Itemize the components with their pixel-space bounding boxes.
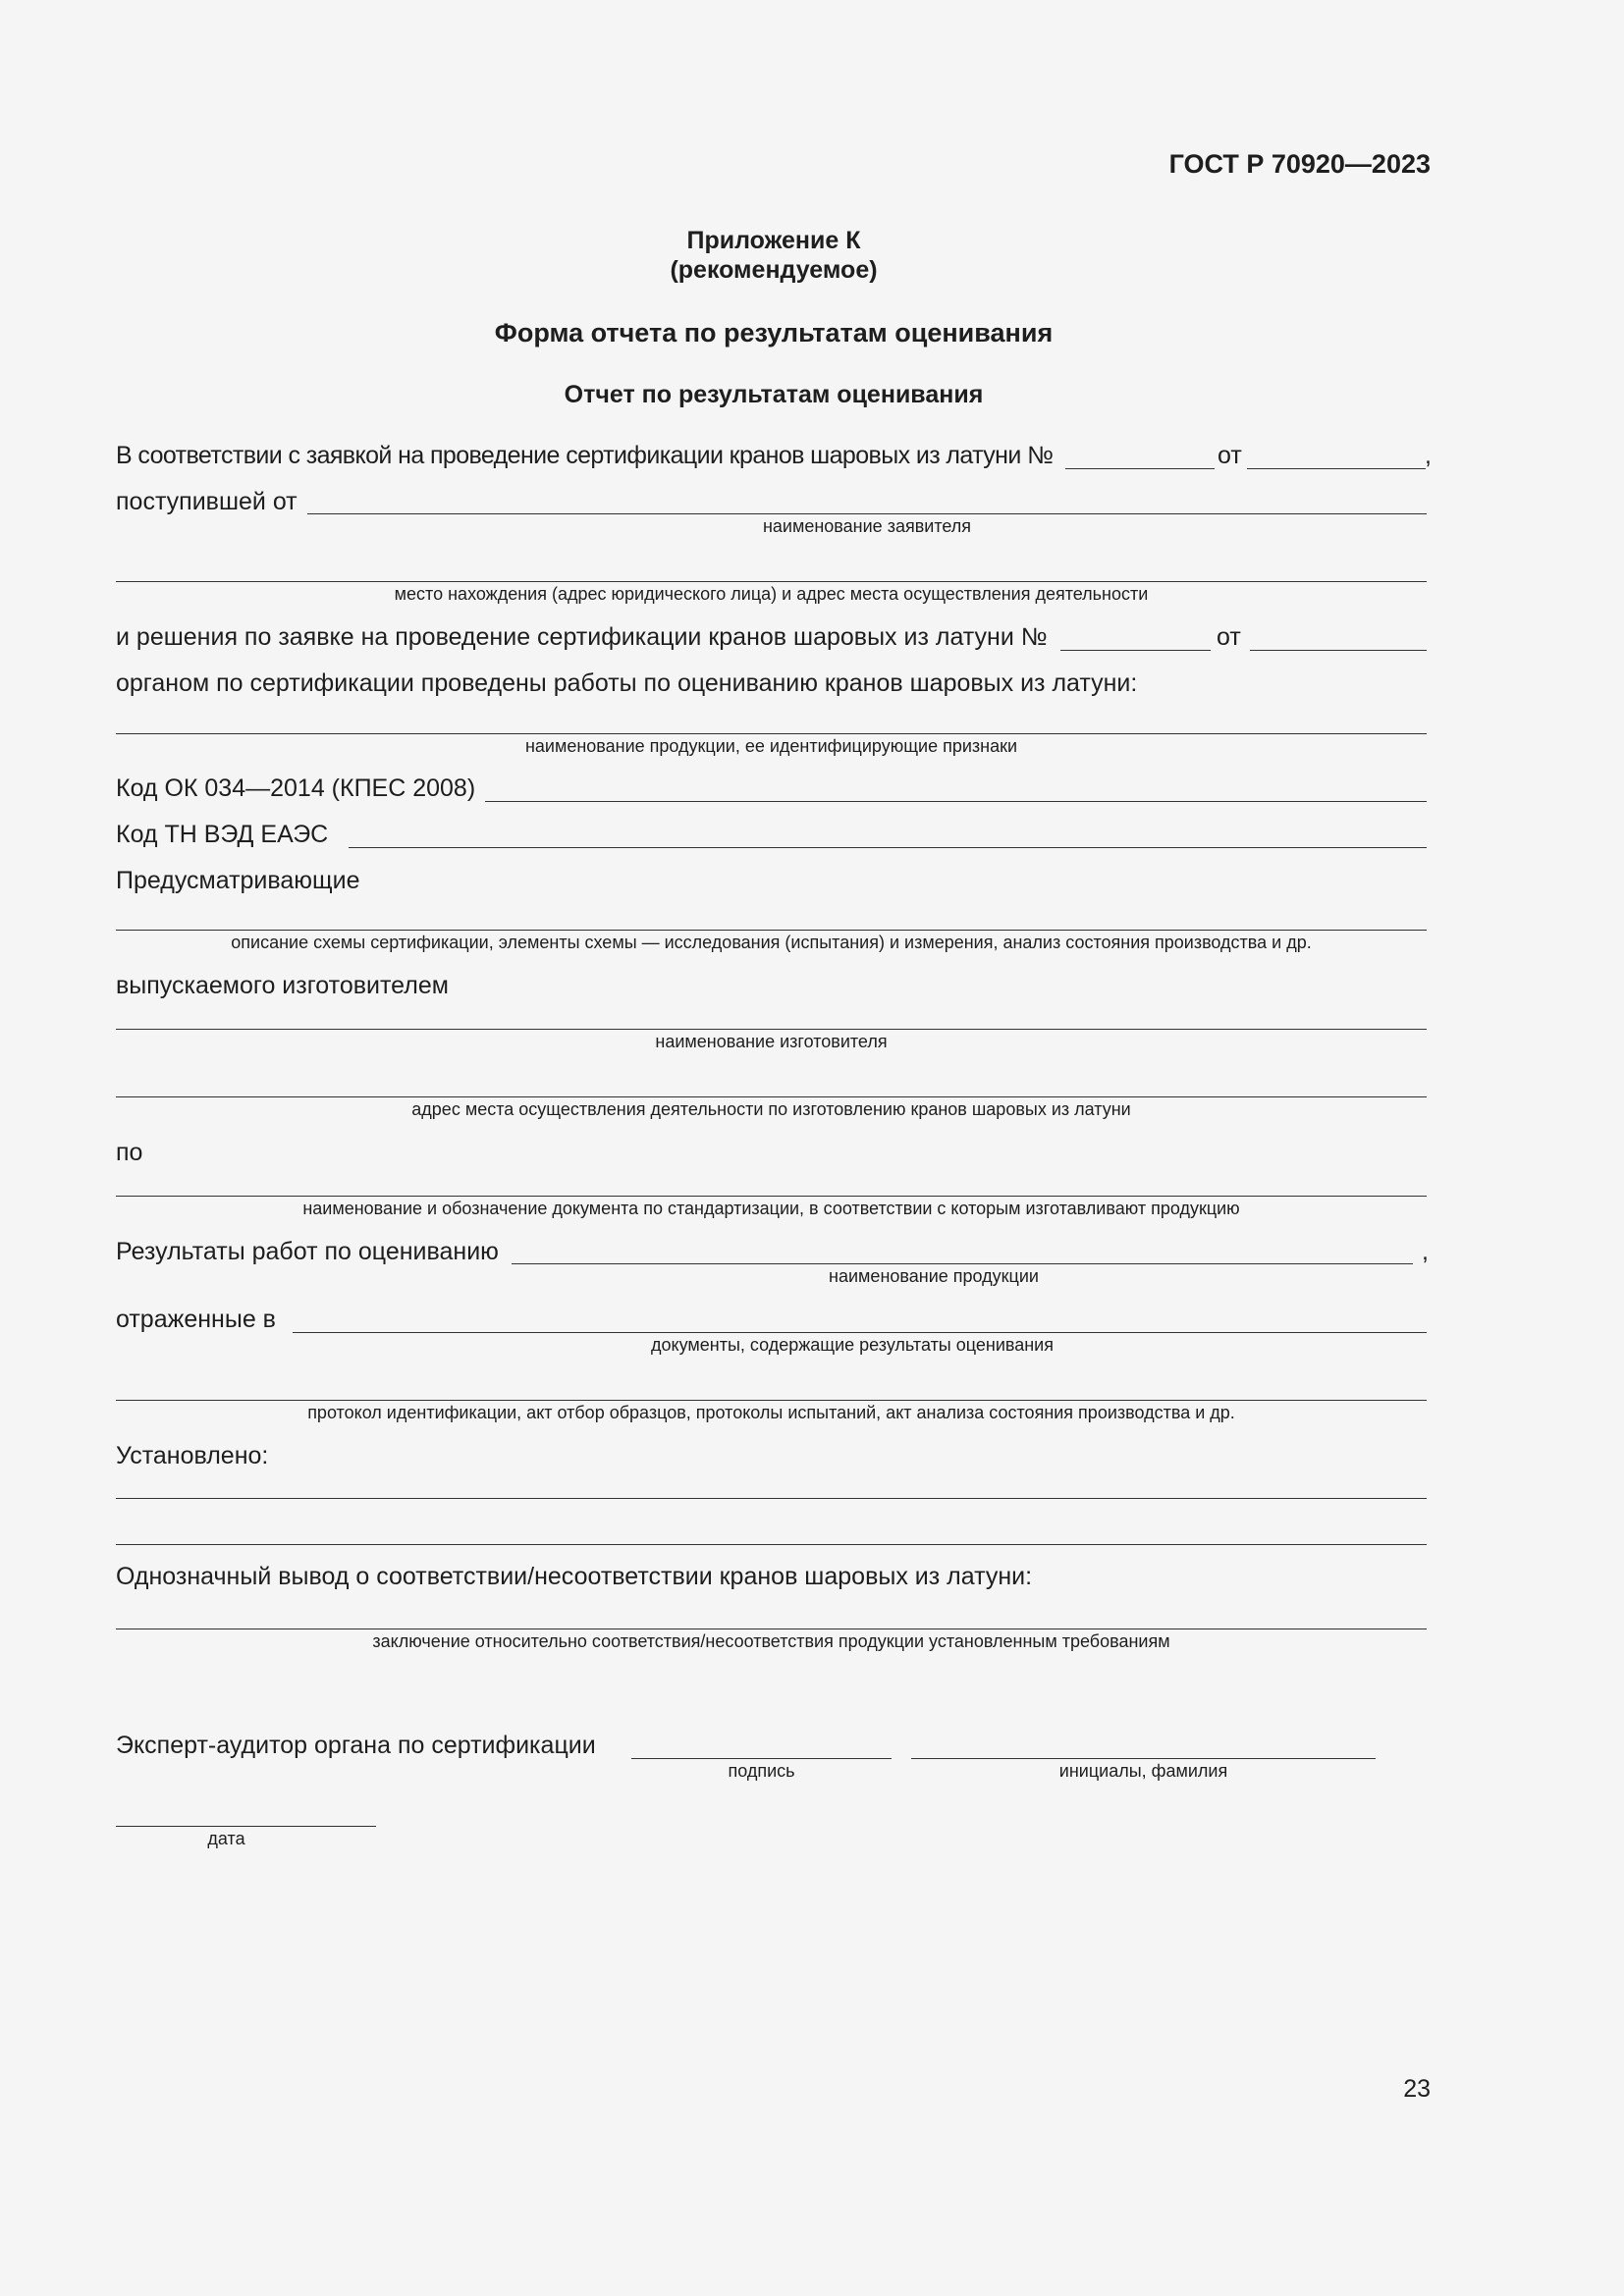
request-number-field[interactable]	[1065, 468, 1215, 469]
established-field-2[interactable]	[116, 1544, 1427, 1545]
page-number: 23	[1403, 2075, 1431, 2103]
decision-text: и решения по заявке на проведение сертификации кранов шаровых из латуни №	[116, 623, 1048, 651]
protocols-field[interactable]	[116, 1400, 1427, 1401]
caption-manufacturer: наименование изготовителя	[655, 1032, 888, 1051]
caption-date: дата	[207, 1829, 245, 1848]
established-field-1[interactable]	[116, 1498, 1427, 1499]
request-date-field[interactable]	[1247, 468, 1426, 469]
manufacturer-field[interactable]	[116, 1029, 1427, 1030]
code-ok-label: Код ОК 034—2014 (КПЕС 2008)	[116, 774, 476, 802]
caption-conclusion: заключение относительно соответствия/несоответствия продукции установленным требованиям	[372, 1631, 1170, 1651]
appendix-status: (рекомендуемое)	[670, 256, 878, 284]
results-product-field[interactable]	[512, 1263, 1413, 1264]
caption-product-id: наименование продукции, ее идентифицирующие признаки	[524, 736, 1018, 756]
caption-documents: документы, содержащие результаты оценивания	[650, 1335, 1054, 1355]
caption-scheme: описание схемы сертификации, элементы схемы — исследования (испытания) и измерения, анализ состояния производства и др.	[231, 933, 1312, 952]
product-id-field[interactable]	[116, 733, 1427, 734]
code-tn-label: Код ТН ВЭД ЕАЭС	[116, 821, 329, 848]
mfr-address-field[interactable]	[116, 1096, 1427, 1097]
report-title: Отчет по результатам оценивания	[564, 381, 984, 408]
standard-designation: ГОСТ Р 70920—2023	[1168, 149, 1431, 179]
caption-initials: инициалы, фамилия	[1058, 1761, 1228, 1781]
caption-signature: подпись	[728, 1761, 795, 1781]
caption-mfr-address: адрес места осуществления деятельности по изготовлению кранов шаровых из латуни	[411, 1099, 1131, 1119]
results-comma: ,	[1422, 1238, 1429, 1265]
caption-standard-doc: наименование и обозначение документа по стандартизации, в соответствии с которым изготавливают продукцию	[302, 1199, 1240, 1218]
caption-product-name: наименование продукции	[829, 1266, 1039, 1286]
location-field[interactable]	[116, 581, 1427, 582]
decision-ot-label: от	[1217, 623, 1241, 651]
code-tn-field[interactable]	[349, 847, 1427, 848]
reflected-label: отраженные в	[116, 1306, 276, 1333]
applicant-field[interactable]	[307, 513, 1427, 514]
manufactured-label: выпускаемого изготовителем	[116, 972, 449, 999]
request-ot-label: от	[1218, 442, 1242, 469]
established-label: Установлено:	[116, 1442, 269, 1469]
po-label: по	[116, 1139, 143, 1166]
date-field[interactable]	[116, 1826, 376, 1827]
appendix-title: Приложение К	[686, 227, 861, 254]
request-line-text: В соответствии с заявкой на проведение сертификации кранов шаровых из латуни №	[116, 442, 1054, 469]
expert-label: Эксперт-аудитор органа по сертификации	[116, 1732, 596, 1759]
caption-protocols: протокол идентификации, акт отбор образцов, протоколы испытаний, акт анализа состояния производства и др.	[307, 1403, 1235, 1422]
code-ok-field[interactable]	[485, 801, 1427, 802]
standard-doc-field[interactable]	[116, 1196, 1427, 1197]
decision-date-field[interactable]	[1250, 650, 1427, 651]
signature-field[interactable]	[631, 1758, 892, 1759]
body-works-text: органом по сертификации проведены работы по оцениванию кранов шаровых из латуни:	[116, 669, 1138, 697]
form-title: Форма отчета по результатам оценивания	[494, 318, 1054, 347]
request-comma: ,	[1425, 442, 1432, 469]
caption-applicant: наименование заявителя	[762, 516, 972, 536]
providing-label: Предусматривающие	[116, 867, 360, 894]
received-from-label: поступившей от	[116, 488, 298, 515]
results-label: Результаты работ по оцениванию	[116, 1238, 499, 1265]
caption-location: место нахождения (адрес юридического лица) и адрес места осуществления деятельности	[394, 584, 1149, 604]
conclusion-label: Однозначный вывод о соответствии/несоответствии кранов шаровых из латуни:	[116, 1563, 1033, 1590]
scheme-field[interactable]	[116, 930, 1427, 931]
documents-field[interactable]	[293, 1332, 1427, 1333]
decision-number-field[interactable]	[1060, 650, 1211, 651]
initials-field[interactable]	[911, 1758, 1376, 1759]
